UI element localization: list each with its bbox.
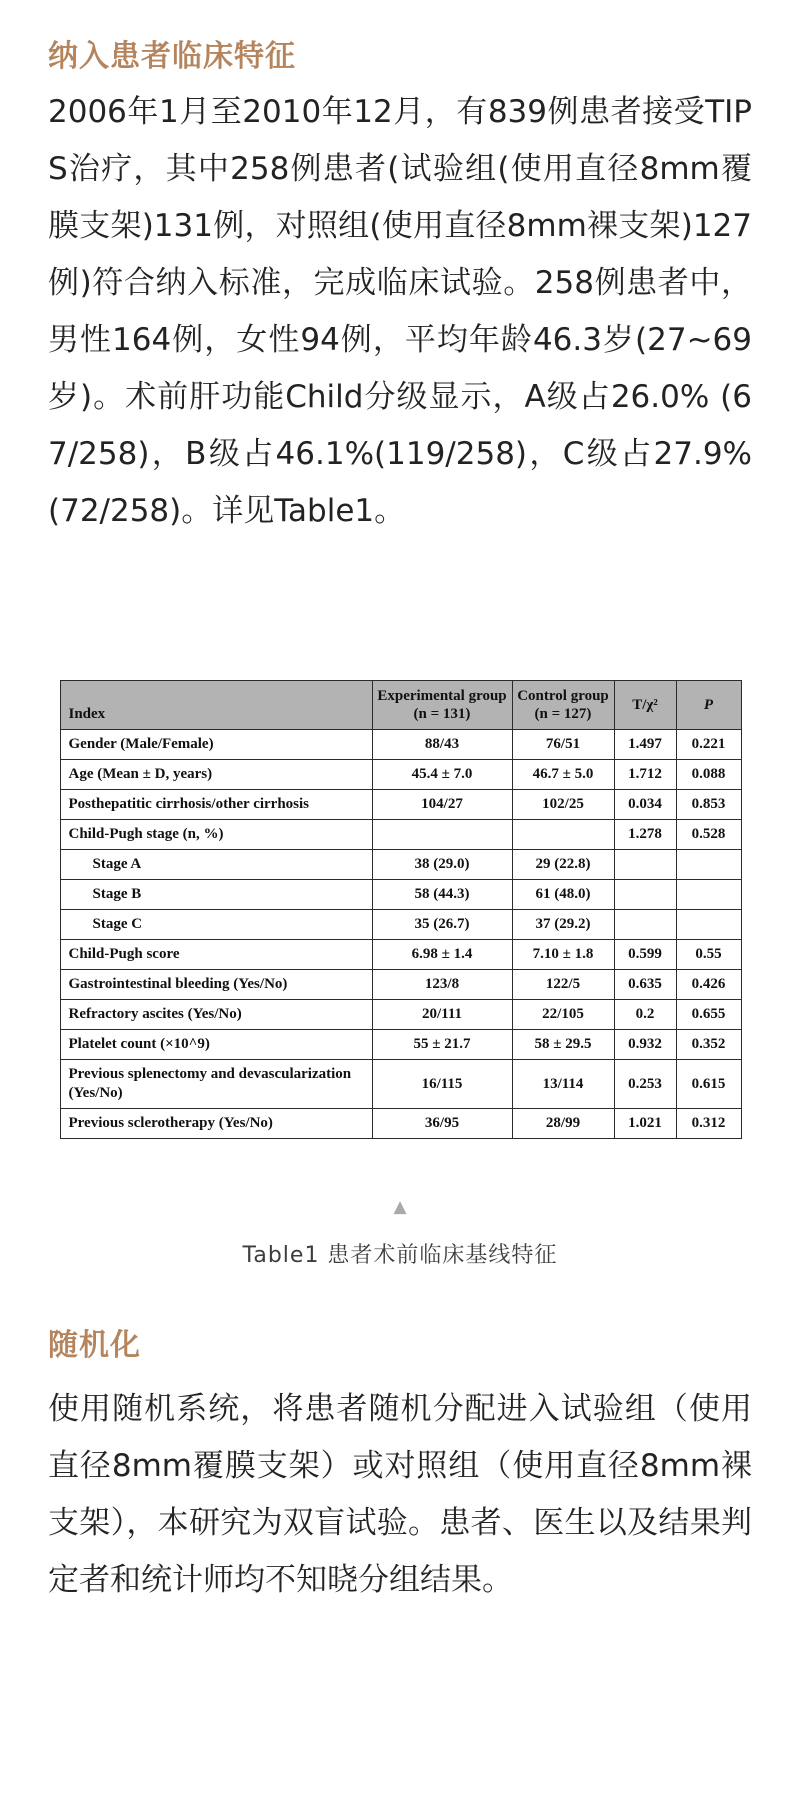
table-cell: 37 (29.2) xyxy=(512,910,614,940)
collapse-control xyxy=(48,1197,752,1217)
table-cell: 38 (29.0) xyxy=(372,850,512,880)
table-cell: 1.497 xyxy=(614,730,676,760)
table-cell: 0.253 xyxy=(614,1060,676,1109)
row-label: Posthepatitic cirrhosis/other cirrhosis xyxy=(60,790,372,820)
baseline-characteristics-table xyxy=(60,680,742,1139)
table-cell: 0.088 xyxy=(676,760,741,790)
table-row xyxy=(60,790,741,820)
col-header-p-value: P xyxy=(676,681,741,730)
table-row xyxy=(60,820,741,850)
table-cell: 28/99 xyxy=(512,1109,614,1139)
table-row xyxy=(60,760,741,790)
table-cell: 0.528 xyxy=(676,820,741,850)
section-heading-randomization: 随机化 xyxy=(48,1328,141,1363)
table-cell: 16/115 xyxy=(372,1060,512,1109)
table-cell: 76/51 xyxy=(512,730,614,760)
row-label: Age (Mean ± D, years) xyxy=(60,760,372,790)
table-cell: 0.615 xyxy=(676,1060,741,1109)
table-cell: 29 (22.8) xyxy=(512,850,614,880)
table-cell: 7.10 ± 1.8 xyxy=(512,940,614,970)
table-cell: 0.853 xyxy=(676,790,741,820)
baseline-table-wrapper xyxy=(60,680,741,1139)
table-cell: 6.98 ± 1.4 xyxy=(372,940,512,970)
table-cell xyxy=(676,880,741,910)
table-row xyxy=(60,940,741,970)
table-cell: 46.7 ± 5.0 xyxy=(512,760,614,790)
table-cell: 0.352 xyxy=(676,1030,741,1060)
row-label: Gastrointestinal bleeding (Yes/No) xyxy=(60,970,372,1000)
table-cell: 0.55 xyxy=(676,940,741,970)
collapse-triangle-icon[interactable]: ▲ xyxy=(393,1197,407,1217)
table-row xyxy=(60,730,741,760)
row-label: Refractory ascites (Yes/No) xyxy=(60,1000,372,1030)
table-cell xyxy=(614,910,676,940)
table-cell: 0.932 xyxy=(614,1030,676,1060)
table-cell: 36/95 xyxy=(372,1109,512,1139)
row-label: Previous sclerotherapy (Yes/No) xyxy=(60,1109,372,1139)
table-cell: 0.655 xyxy=(676,1000,741,1030)
table-cell xyxy=(676,910,741,940)
col-header-control-group: Control group (n = 127) xyxy=(512,681,614,730)
paragraph-clinical-characteristics: 2006年1月至2010年12月，有839例患者接受TIPS治疗，其中258例患者(试验组(使用直径8mm覆膜支架)131例，对照组(使用直径8mm裸支架)127例)符合纳入标准，完成临床试验。258例患者中，男性164例，女性94例，平均年龄46.3岁(27~69岁)。术前肝功能Child分级显示，A级占26.0% (67/258)，B级占46.1%(119/258)，C级占27.9% (72/258)。详见Table1。 xyxy=(48,94,752,529)
row-label: Platelet count (×10^9) xyxy=(60,1030,372,1060)
row-label: Gender (Male/Female) xyxy=(60,730,372,760)
table-row xyxy=(60,1030,741,1060)
col-header-index: Index xyxy=(60,681,372,730)
table-cell: 45.4 ± 7.0 xyxy=(372,760,512,790)
table-cell: 55 ± 21.7 xyxy=(372,1030,512,1060)
table-cell: 1.278 xyxy=(614,820,676,850)
table-row xyxy=(60,1000,741,1030)
row-label: Child-Pugh score xyxy=(60,940,372,970)
table-cell: 88/43 xyxy=(372,730,512,760)
table-cell: 22/105 xyxy=(512,1000,614,1030)
row-label: Stage A xyxy=(60,850,372,880)
table-cell: 122/5 xyxy=(512,970,614,1000)
table-row xyxy=(60,1109,741,1139)
table-cell: 0.221 xyxy=(676,730,741,760)
table-cell: 35 (26.7) xyxy=(372,910,512,940)
table-cell: 0.635 xyxy=(614,970,676,1000)
table-cell: 61 (48.0) xyxy=(512,880,614,910)
table-cell: 102/25 xyxy=(512,790,614,820)
table-cell: 0.599 xyxy=(614,940,676,970)
table-cell: 20/111 xyxy=(372,1000,512,1030)
table-cell xyxy=(372,820,512,850)
table-row xyxy=(60,910,741,940)
table-row xyxy=(60,970,741,1000)
table-row xyxy=(60,1060,741,1109)
table-cell: 1.021 xyxy=(614,1109,676,1139)
row-label: Stage B xyxy=(60,880,372,910)
table-cell xyxy=(676,850,741,880)
col-header-t-chi2: T/χ² xyxy=(614,681,676,730)
row-label: Previous splenectomy and devascularization (Yes/No) xyxy=(60,1060,372,1109)
table-row xyxy=(60,880,741,910)
table-cell: 0.2 xyxy=(614,1000,676,1030)
table-cell: 123/8 xyxy=(372,970,512,1000)
table-cell xyxy=(512,820,614,850)
section-heading-clinical-characteristics: 纳入患者临床特征 xyxy=(48,39,296,74)
paragraph-randomization: 使用随机系统，将患者随机分配进入试验组（使用直径8mm覆膜支架）或对照组（使用直径8mm裸支架），本研究为双盲试验。患者、医生以及结果判定者和统计师均不知晓分组结果。 xyxy=(48,1391,752,1598)
table-cell xyxy=(614,850,676,880)
table-cell: 1.712 xyxy=(614,760,676,790)
table-cell: 0.426 xyxy=(676,970,741,1000)
table-row xyxy=(60,850,741,880)
table-cell: 0.034 xyxy=(614,790,676,820)
table-cell: 58 ± 29.5 xyxy=(512,1030,614,1060)
table-header-row xyxy=(60,681,741,730)
table-cell: 0.312 xyxy=(676,1109,741,1139)
table-caption: Table1 患者术前临床基线特征 xyxy=(242,1243,558,1268)
col-header-experimental-group: Experimental group (n = 131) xyxy=(372,681,512,730)
table-cell: 13/114 xyxy=(512,1060,614,1109)
table-cell: 58 (44.3) xyxy=(372,880,512,910)
table-cell xyxy=(614,880,676,910)
row-label: Stage C xyxy=(60,910,372,940)
table-cell: 104/27 xyxy=(372,790,512,820)
row-label: Child-Pugh stage (n, %) xyxy=(60,820,372,850)
